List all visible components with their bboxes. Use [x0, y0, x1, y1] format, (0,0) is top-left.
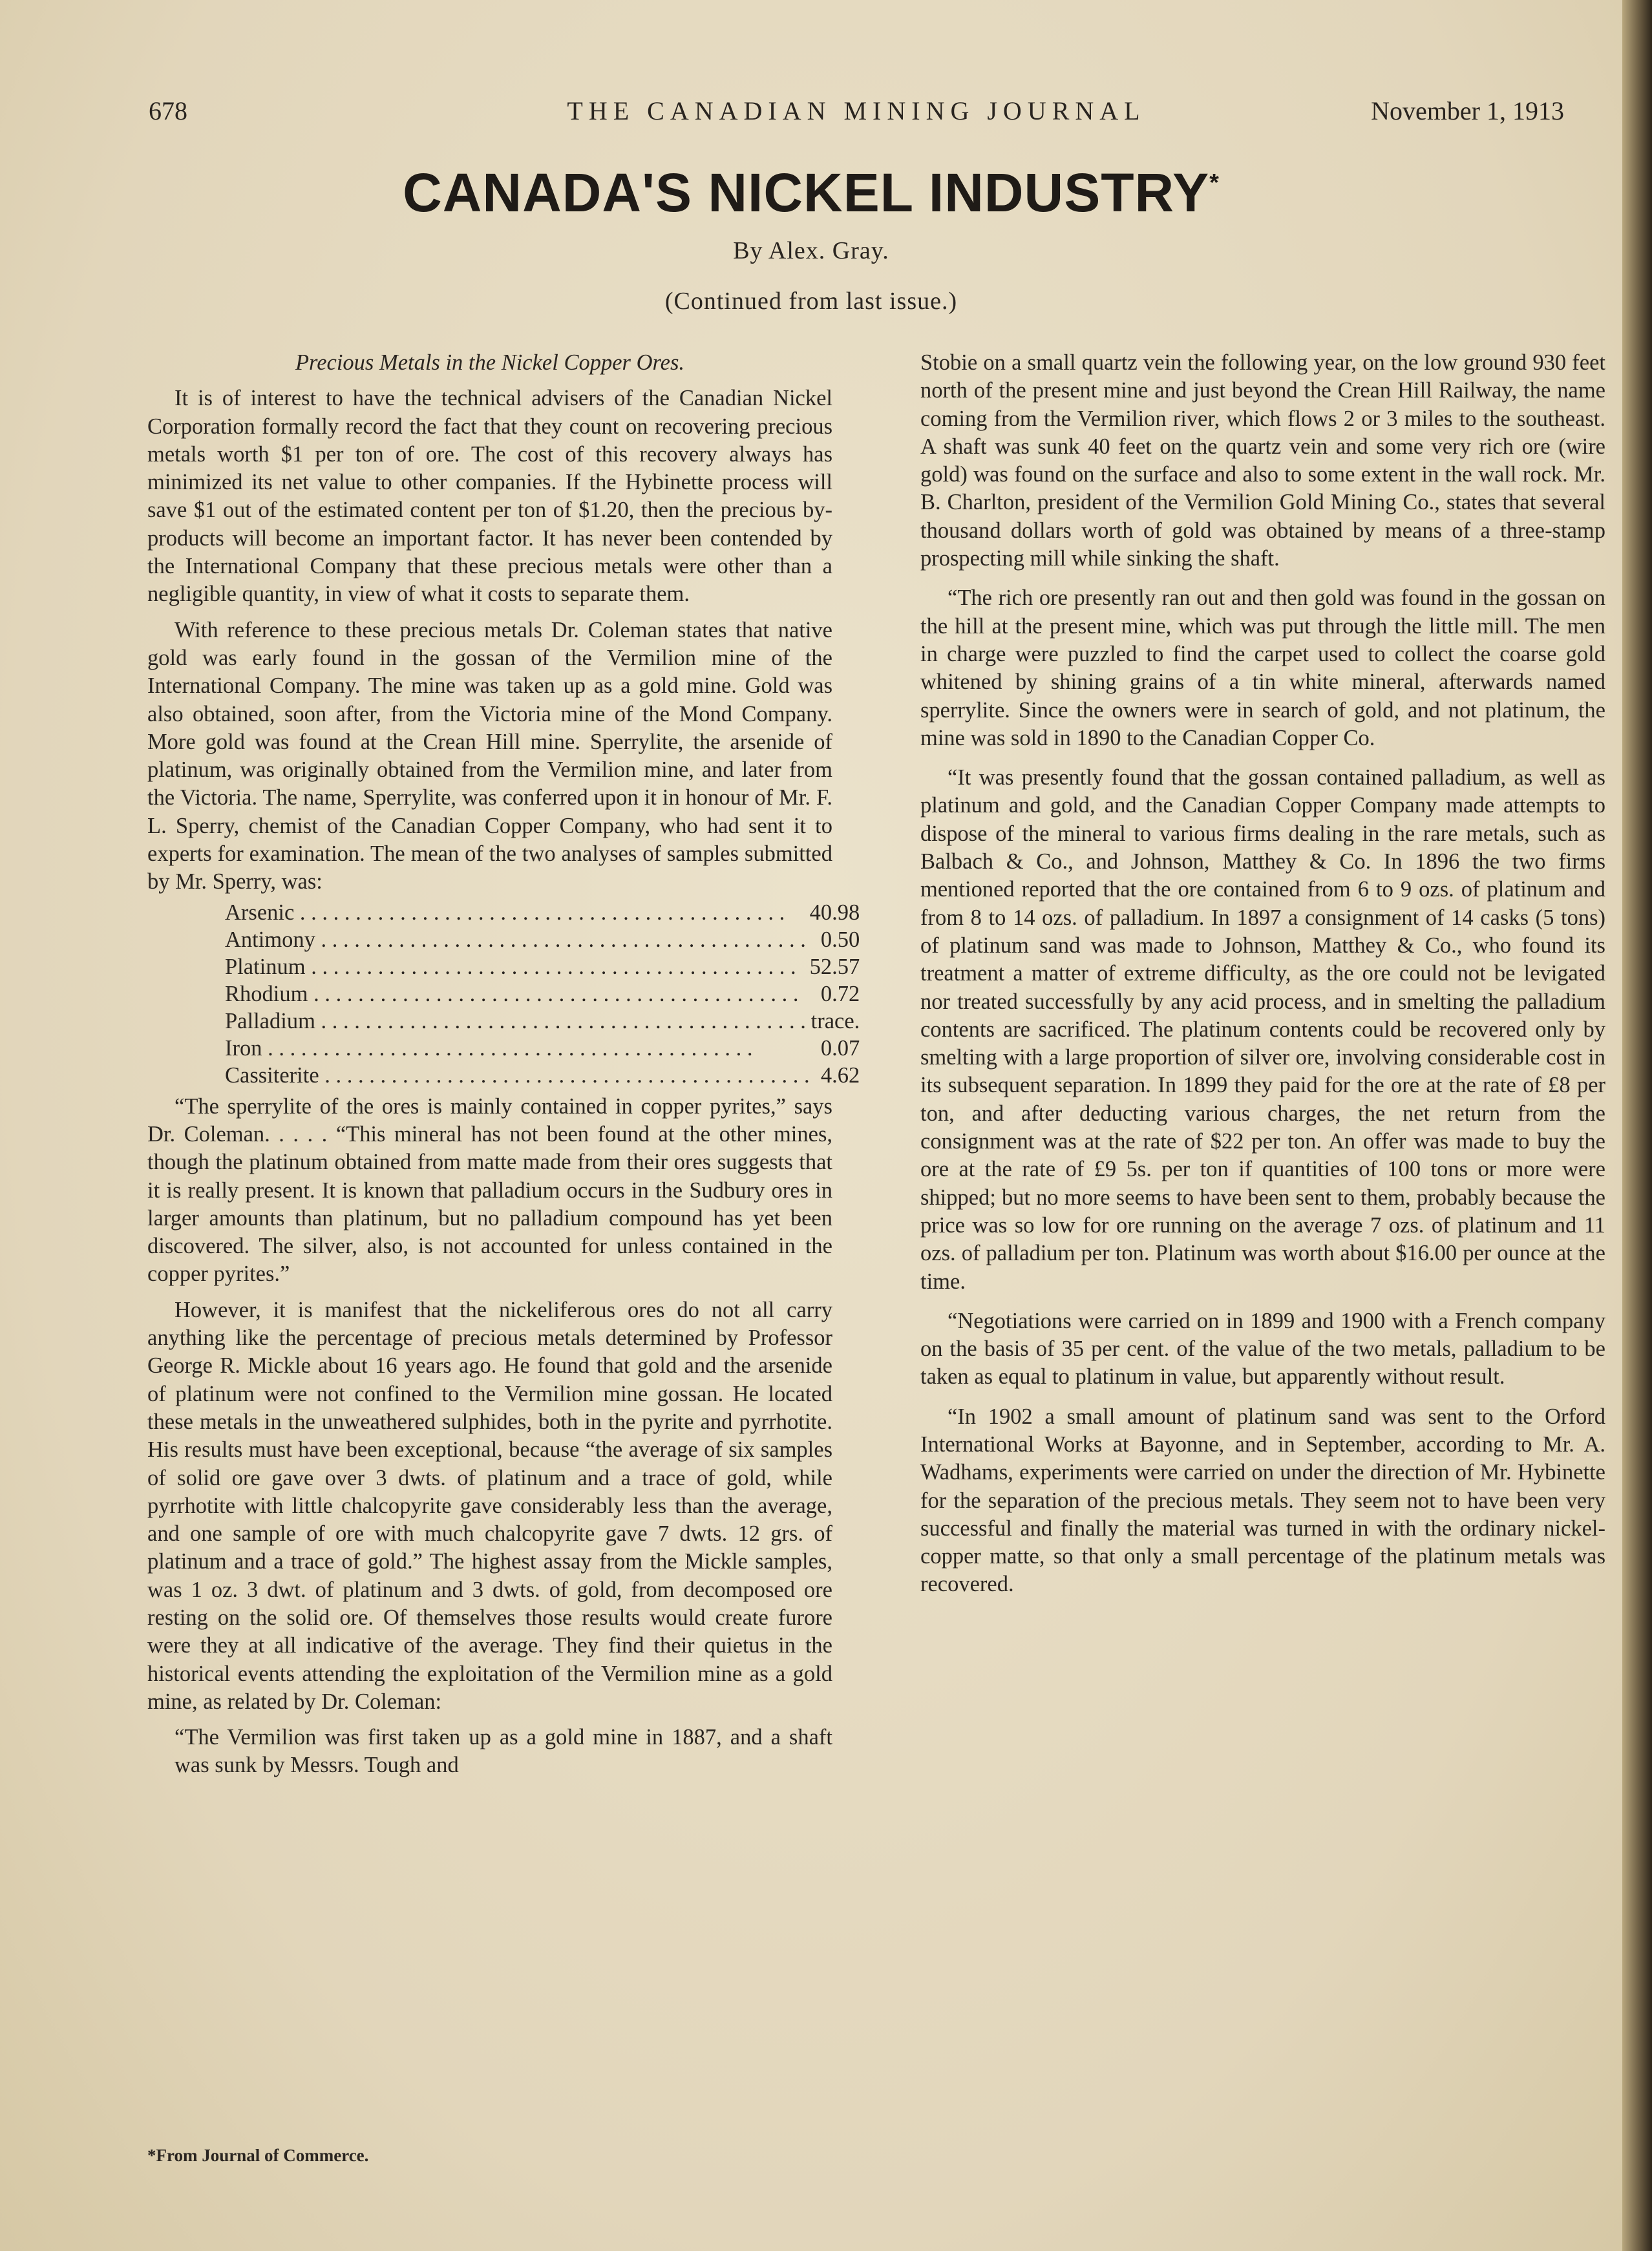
- element-name: [225, 1008, 810, 1035]
- paragraph: Stobie on a small quartz vein the following year, on the low ground 930 feet north of the present mine and just beyond the Crean Hill Railway, the name coming from the Vermilion river, which flows 2 or 3 miles to the southeast. A shaft was sunk 40 feet on the quartz vein and some very rich ore (wire gold) was found on the surface and also to some extent in the wall rock. Mr. B. Charlton, president of the Vermilion Gold Mining Co., states that several thousand dollars worth of gold was obtained by means of a three-stamp prospecting mill while sinking the shaft.: [920, 350, 1605, 571]
- element-value: 4.62: [820, 1062, 860, 1088]
- analysis-row: [225, 926, 863, 953]
- element-name-text: Antimony . . .: [225, 927, 806, 952]
- paragraph: “The Vermilion was first taken up as a gold mine in 1887, and a shaft was sunk by Messrs. Tough and: [175, 1725, 832, 1778]
- element-name-text: Iron . . .: [225, 1036, 752, 1061]
- element-name-text: Cassiterite . . .: [225, 1063, 810, 1088]
- byline: By Alex. Gray.: [733, 237, 889, 264]
- element-value: 52.57: [809, 954, 860, 979]
- element-name-text: Arsenic . . .: [225, 900, 785, 925]
- element-value: trace.: [810, 1008, 860, 1033]
- analysis-row: [225, 1062, 863, 1089]
- paragraph: With reference to these precious metals Dr. Coleman states that native gold was early found in the gossan of the Vermilion mine of the International Company. The mine was taken up as a gold mine. Gold was also obtained, soon after, from the Victoria mine of the Mond Company. More gold was found at the Crean Hill mine. Sperrylite, the arsenide of platinum, was originally obtained from the Vermilion mine, and later from the Victoria. The name, Sperrylite, was conferred upon it in honour of Mr. F. L. Sperry, chemist of the Canadian Copper Company, who had sent it to experts for examination. The mean of the two analyses of samples submitted by Mr. Sperry, was:: [147, 617, 832, 894]
- element-value: 0.07: [820, 1035, 860, 1061]
- analysis-row: [225, 1008, 863, 1035]
- section-subhead: Precious Metals in the Nickel Copper Ores.: [295, 350, 685, 375]
- element-name: [225, 953, 810, 980]
- paragraph: “In 1902 a small amount of platinum sand was sent to the Orford International Works at Bayonne, and in September, according to Mr. A. Wadhams, experiments were carried on under the direction of Mr. Hybinette for the separation of the precious metals. They seem not to have been very successful and finally the material was turned in with the ordinary nickel-copper matte, so that only a small percentage of the platinum metals was recovered.: [920, 1404, 1605, 1597]
- element-value: 40.98: [809, 900, 860, 925]
- paragraph: “Negotiations were carried on in 1899 and 1900 with a French company on the basis of 35 per cent. of the value of the two metals, palladium to be taken as equal to platinum in value, but apparently without result.: [920, 1308, 1605, 1390]
- element-name: [225, 926, 810, 953]
- paragraph: “The rich ore presently ran out and then gold was found in the gossan on the hill at the present mine, which was put through the little mill. The men in charge were puzzled to find the carpet used to collect the coarse gold whitened by shining grains of a tin white mineral, afterwards named sperrylite. Since the owners were in search of gold, and not platinum, the mine was sold in 1890 to the Canadian Copper Co.: [920, 586, 1605, 750]
- article-title-text: CANADA'S NICKEL INDUSTRY: [403, 162, 1210, 223]
- analysis-row: [225, 1035, 863, 1062]
- element-name-text: Rhodium . . .: [225, 982, 798, 1006]
- title-footnote-mark: *: [1209, 169, 1220, 196]
- right-column: [920, 349, 1605, 1607]
- journal-name: THE CANADIAN MINING JOURNAL: [567, 96, 1146, 125]
- footnote: *From Journal of Commerce.: [147, 2146, 369, 2165]
- paragraph: It is of interest to have the technical advisers of the Canadian Nickel Corporation formally record the fact that they count on recovering precious metals worth $1 per ton of ore. The cost of this recovery always has minimized its net value to other companies. If the Hybinette process will save $1 out of the estimated content per ton of $1.20, then the precious by-products will become an important factor. It has never been contended by the International Company that these precious metals were other than a negligible quantity, in view of what it costs to separate them.: [147, 386, 832, 607]
- element-name: [225, 899, 810, 926]
- element-value: 0.50: [820, 927, 860, 952]
- element-name: [225, 1062, 810, 1089]
- element-name: [225, 980, 810, 1008]
- paragraph: However, it is manifest that the nickeliferous ores do not all carry anything like the percentage of precious metals determined by Professor George R. Mickle about 16 years ago. He found that gold and the arsenide of platinum were not confined to the Vermilion mine gossan. He located these metals in the unweathered sulphides, both in the pyrite and pyrrhotite. His results must have been exceptional, because “the average of six samples of solid ore gave over 3 dwts. of platinum and a trace of gold, while pyrrhotite with little chalcopyrite gave considerably less than the average, and one sample of ore with much chalcopyrite gave 7 dwts. 12 grs. of platinum and a trace of gold.” The highest assay from the Mickle samples, was 1 oz. 3 dwt. of platinum and 3 dwts. of gold, from decomposed ore resting on the solid ore. Of themselves those results would create furore were they at all indicative of the average. They find their quietus in the historical events attending the exploitation of the Vermilion mine as a gold mine, as related by Dr. Coleman:: [147, 1297, 832, 1714]
- article-title: [0, 162, 1622, 224]
- left-column: [147, 349, 860, 1788]
- element-name-text: Palladium . . .: [225, 1009, 806, 1033]
- page-number: 678: [149, 96, 187, 125]
- paragraph: “The sperrylite of the ores is mainly contained in copper pyrites,” says Dr. Coleman. . . . . “This mineral has not been found at the other mines, though the platinum obtained from matte made from their ores suggests that it is really present. It is known that palladium occurs in the Sudbury ores in larger amounts than platinum, but no palladium compound has yet been discovered. The silver, also, is not accounted for unless contained in the copper pyrites.”: [147, 1094, 832, 1287]
- analysis-row: [225, 980, 863, 1008]
- element-name: [225, 1035, 810, 1062]
- element-value: 0.72: [820, 981, 860, 1006]
- continued-note: (Continued from last issue.): [664, 288, 958, 315]
- analysis-row: [225, 899, 863, 926]
- running-header: [149, 96, 1564, 134]
- analysis-row: [225, 953, 863, 980]
- book-spine-shadow: [1622, 0, 1652, 2251]
- analysis-table: [225, 899, 863, 1089]
- element-name-text: Platinum . . .: [225, 955, 796, 979]
- paragraph: “It was presently found that the gossan contained palladium, as well as platinum and gold, and the Canadian Copper Company made attempts to dispose of the mineral to various firms dealing in the rare metals, such as Balbach & Co., and Johnson, Matthey & Co. In 1896 the two firms mentioned reported that the ore contained from 6 to 9 ozs. of platinum and from 8 to 14 ozs. of palladium. In 1897 a consignment of 14 casks (5 tons) of platinum sand was made to Johnson, Matthey & Co., who found its treatment a matter of extreme difficulty, as the ore could not be levigated nor treated successfully by any acid process, and in smelting the palladium contents are sacrificed. The platinum contents could be recovered only by smelting with a large proportion of silver ore, involving considerable cost in its subsequent separation. In 1899 they paid for the ore at the rate of £8 per ton, and after deducting various charges, the net return from the consignment was at the rate of $22 per ton. An offer was made to buy the ore at the rate of £9 5s. per ton if quantities of 100 tons or more were shipped; but no more seems to have been sent to them, probably because the price was so low for ore running on the average 7 ozs. of platinum and 11 ozs. of palladium per ton. Platinum was worth about $16.00 per ounce at the time.: [920, 765, 1605, 1294]
- issue-date: November 1, 1913: [1371, 96, 1564, 125]
